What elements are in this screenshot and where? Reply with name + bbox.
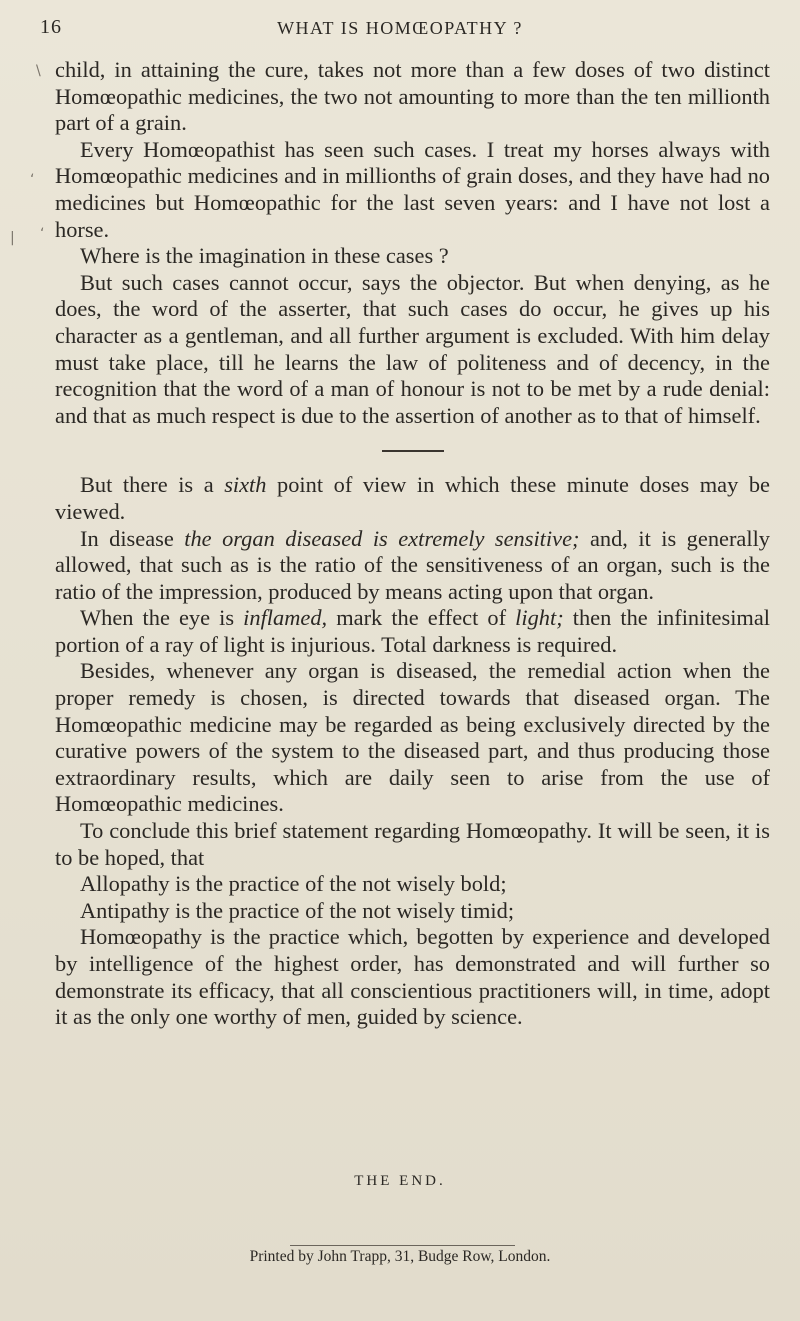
text-run: then the infinitesimal portion of a ray of light is injurious. Total darkness is required. (55, 605, 770, 657)
body-text (55, 57, 770, 1031)
running-head (0, 16, 800, 46)
paragraph: Allopathy is the practice of the not wisely bold; (80, 871, 507, 897)
text-run: and, it is generally allowed, that such as is the ratio of the sensitiveness of an organ, such is the ratio of the impression, produced by means acting upon that organ. (55, 525, 770, 604)
emphasis: inflamed, (243, 605, 328, 631)
paragraph: child, in attaining the cure, takes not more than a few doses of two distinct Homœopathic medicines, the two not amounting to more than the ten millionth part of a grain. (55, 57, 770, 136)
paragraph: Antipathy is the practice of the not wisely timid; (80, 897, 515, 923)
paragraph: But such cases cannot occur, says the objector. But when denying, as he does, the word of the asserter, that such cases do occur, he gives up his character as a gentleman, and all further argument is excluded. With him delay must take place, till he learns the law of politeness and of decency, in the recognition that the word of a man of honour is not to be met by a rude denial: and that as much respect is due to the assertion of another as to that of himself. (55, 269, 770, 428)
section-divider (382, 450, 444, 452)
text-run: mark the effect of (327, 605, 516, 631)
printer-colophon: Printed by John Trapp, 31, Budge Row, London. (249, 1248, 551, 1265)
text-run: In disease (80, 525, 185, 551)
margin-mark: ‘ (30, 172, 35, 188)
page-number: 16 (40, 16, 62, 38)
paragraph: Every Homœopathist has seen such cases. I treat my horses always with Homœopathic medicines and in millionths of grain doses, and they have had no medicines but Homœopathic for the last seven years: and I have not lost a horse. (55, 136, 770, 242)
margin-mark: \ (36, 63, 41, 79)
emphasis: sixth (224, 472, 267, 498)
the-end: THE END. (354, 1173, 446, 1189)
text-run: When the eye is (80, 605, 244, 631)
paragraph: Besides, whenever any organ is diseased, the remedial action when the proper remedy is chosen, is directed towards that diseased organ. The Homœopathic medicine may be regarded as being exclusively directed by the curative powers of the system to the diseased part, and thus producing those extraordinary results, which are daily seen to arise from the use of Homœopathic medicines. (55, 658, 770, 817)
margin-mark: | (10, 230, 15, 246)
emphasis: the organ diseased is extremely sensitive; (184, 525, 580, 551)
paragraph: To conclude this brief statement regarding Homœopathy. It will be seen, it is to be hoped, that (55, 818, 770, 870)
paragraph (55, 472, 770, 525)
text-run: point of view in which these minute doses may be viewed. (55, 472, 770, 524)
running-title: WHAT IS HOMŒOPATHY ? (277, 18, 523, 38)
paragraph: Homœopathy is the practice which, begotten by experience and developed by intelligence of the highest order, has demonstrated and will further so demonstrate its efficacy, that all conscientious practitioners will, in time, adopt it as the only one worthy of men, guided by science. (55, 924, 770, 1030)
text-run: But there is a (80, 472, 225, 498)
paragraph (55, 526, 770, 606)
colophon-rule (290, 1245, 515, 1246)
emphasis: light; (515, 605, 564, 631)
paragraph: Where is the imagination in these cases ? (80, 243, 449, 269)
margin-mark: ‘ (40, 226, 45, 242)
paragraph (55, 605, 770, 658)
